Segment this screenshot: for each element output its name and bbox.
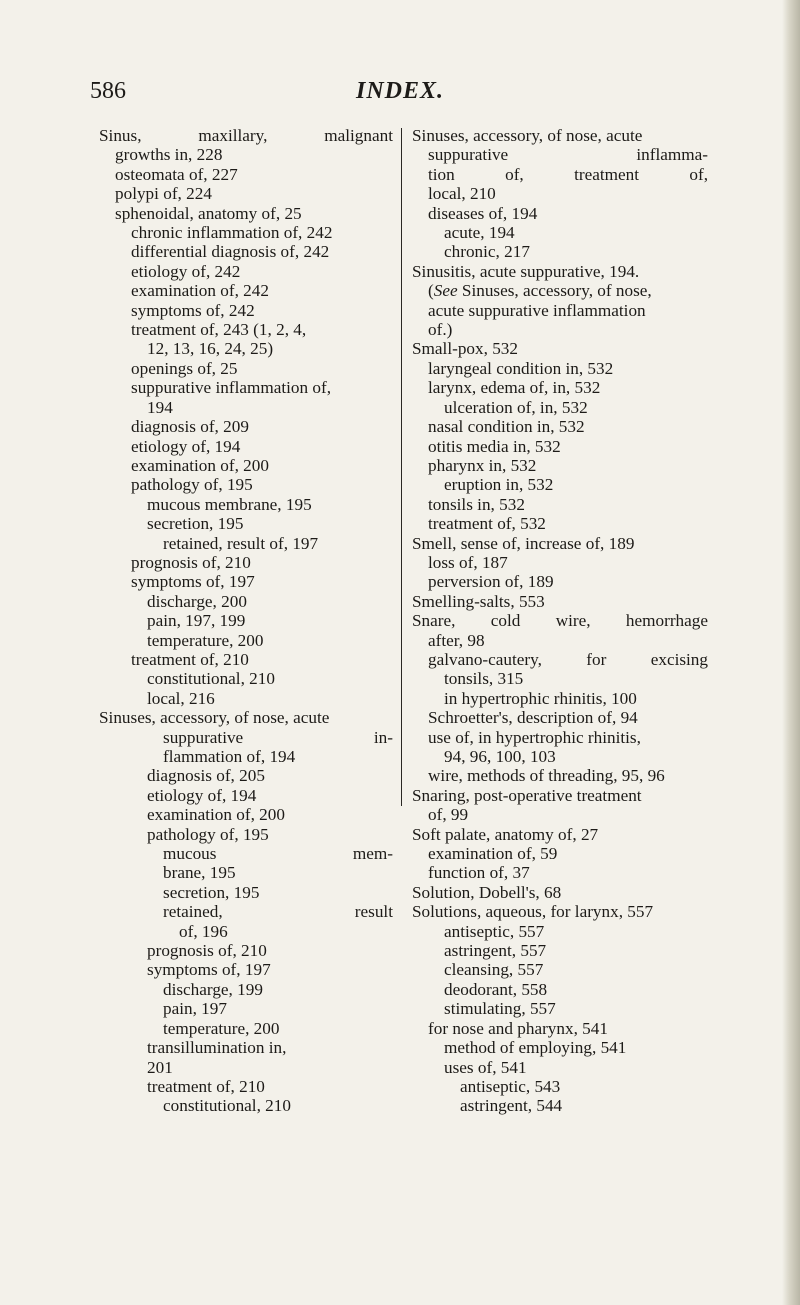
- index-entry: Sinus, maxillary, malignant: [99, 126, 393, 145]
- index-entry: astringent, 557: [444, 941, 547, 961]
- column-divider: [401, 128, 402, 806]
- index-entry: local, 216: [147, 688, 215, 708]
- index-entry: retained, result: [163, 902, 393, 922]
- page-edge-shadow: [782, 0, 800, 1305]
- index-entry: chronic inflammation of, 242: [131, 223, 333, 243]
- index-entry: cleansing, 557: [444, 960, 544, 980]
- index-entry: temperature, 200: [163, 1018, 280, 1038]
- index-entry: examination of, 200: [131, 455, 269, 475]
- index-entry: galvano-cautery, for excising: [428, 649, 708, 669]
- index-entry: pain, 197: [163, 999, 227, 1019]
- index-entry: 94, 96, 100, 103: [444, 747, 556, 766]
- running-title: INDEX.: [355, 78, 445, 104]
- index-entry: treatment of, 210: [147, 1076, 265, 1096]
- index-entry: Solutions, aqueous, for larynx, 557: [412, 902, 654, 922]
- index-entry: growths in, 228: [115, 145, 223, 165]
- index-entry: osteomata of, 227: [115, 164, 238, 184]
- index-entry: of, 99: [428, 805, 469, 825]
- index-entry: Small-pox, 532: [412, 339, 518, 359]
- index-entry: mucous mem-: [163, 844, 393, 864]
- index-entry: constitutional, 210: [163, 1096, 291, 1116]
- index-entry: method of employing, 541: [444, 1038, 627, 1058]
- index-entry: larynx, edema of, in, 532: [428, 378, 601, 398]
- index-entry: openings of, 25: [131, 358, 238, 378]
- index-entry: nasal condition in, 532: [428, 417, 585, 437]
- index-entry: diseases of, 194: [428, 203, 538, 223]
- index-entry: pathology of, 195: [147, 824, 269, 844]
- index-entry: otitis media in, 532: [428, 436, 561, 456]
- index-entry: 12, 13, 16, 24, 25): [147, 339, 274, 359]
- index-entry: examination of, 59: [428, 844, 558, 864]
- index-entry: pharynx in, 532: [428, 455, 537, 475]
- index-entry: suppurative inflammation of,: [131, 378, 331, 398]
- index-column-right: [412, 126, 708, 1116]
- index-entry: constitutional, 210: [147, 669, 275, 689]
- index-entry: Sinuses, accessory, of nose, acute: [99, 708, 330, 728]
- index-entry: 201: [147, 1057, 173, 1077]
- index-entry: discharge, 200: [147, 591, 247, 611]
- index-entry: 194: [147, 397, 173, 417]
- index-entry: Snaring, post-operative treatment: [412, 785, 642, 805]
- index-column-left: [99, 126, 393, 1116]
- index-entry: stimulating, 557: [444, 999, 556, 1019]
- index-entry: etiology of, 242: [131, 261, 241, 281]
- index-entry: polypi of, 224: [115, 184, 212, 204]
- index-entry: in hypertrophic rhinitis, 100: [444, 688, 637, 708]
- index-entry: Smell, sense of, increase of, 189: [412, 533, 635, 553]
- index-entry: use of, in hypertrophic rhinitis,: [428, 727, 641, 747]
- index-entry: antiseptic, 557: [444, 921, 545, 941]
- index-entry: sphenoidal, anatomy of, 25: [115, 203, 302, 223]
- index-entry: wire, methods of threading, 95, 96: [428, 766, 665, 786]
- index-entry: symptoms of, 197: [147, 960, 271, 980]
- index-entry: symptoms of, 197: [131, 572, 255, 592]
- index-entry: mucous membrane, 195: [147, 494, 312, 514]
- index-entry: brane, 195: [163, 863, 236, 883]
- index-entry: etiology of, 194: [131, 436, 241, 456]
- index-entry: laryngeal condition in, 532: [428, 358, 614, 378]
- page-header: [0, 78, 800, 108]
- index-entry: Sinusitis, acute suppurative, 194.: [412, 261, 640, 281]
- index-entry: tion of, treatment of,: [428, 164, 708, 184]
- index-entry: suppurative in-: [163, 727, 393, 747]
- index-entry: ulceration of, in, 532: [444, 397, 588, 417]
- index-entry: (See Sinuses, accessory, of nose,: [428, 281, 652, 301]
- index-entry: retained, result of, 197: [163, 533, 319, 553]
- index-entry: of.): [428, 320, 453, 340]
- index-entry: suppurative inflamma-: [428, 145, 708, 165]
- index-entry: flammation of, 194: [163, 747, 296, 766]
- index-entry: after, 98: [428, 630, 485, 650]
- index-entry: Smelling-salts, 553: [412, 591, 545, 611]
- index-entry: transillumination in,: [147, 1038, 287, 1058]
- index-entry: pathology of, 195: [131, 475, 253, 495]
- index-entry: examination of, 200: [147, 805, 285, 825]
- index-entry: for nose and pharynx, 541: [428, 1018, 608, 1038]
- index-entry: Sinuses, accessory, of nose, acute: [412, 126, 643, 145]
- index-entry: discharge, 199: [163, 979, 263, 999]
- index-entry: tonsils in, 532: [428, 494, 525, 514]
- index-entry: Soft palate, anatomy of, 27: [412, 824, 599, 844]
- index-entry: treatment of, 532: [428, 514, 546, 534]
- index-entry: uses of, 541: [444, 1057, 527, 1077]
- index-entry: examination of, 242: [131, 281, 269, 301]
- index-entry: treatment of, 243 (1, 2, 4,: [131, 320, 307, 340]
- index-entry: etiology of, 194: [147, 785, 257, 805]
- index-entry: eruption in, 532: [444, 475, 554, 495]
- page-number: 586: [90, 78, 126, 104]
- index-entry: acute suppurative inflammation: [428, 300, 646, 320]
- index-entry: differential diagnosis of, 242: [131, 242, 330, 262]
- index-entry: treatment of, 210: [131, 649, 249, 669]
- index-entry: pain, 197, 199: [147, 611, 246, 631]
- index-entry: Schroetter's, description of, 94: [428, 708, 638, 728]
- index-entry: secretion, 195: [163, 882, 260, 902]
- index-entry: perversion of, 189: [428, 572, 554, 592]
- index-entry: Solution, Dobell's, 68: [412, 882, 562, 902]
- index-entry: local, 210: [428, 184, 496, 204]
- index-entry: symptoms of, 242: [131, 300, 255, 320]
- index-entry: antiseptic, 543: [460, 1076, 561, 1096]
- index-entry: chronic, 217: [444, 242, 530, 262]
- index-entry: secretion, 195: [147, 514, 244, 534]
- index-entry: loss of, 187: [428, 552, 508, 572]
- index-entry: diagnosis of, 209: [131, 417, 249, 437]
- index-entry: deodorant, 558: [444, 979, 548, 999]
- index-entry: prognosis of, 210: [147, 941, 267, 961]
- index-entry: function of, 37: [428, 863, 530, 883]
- index-entry: astringent, 544: [460, 1096, 563, 1116]
- index-entry: tonsils, 315: [444, 669, 524, 689]
- index-entry: temperature, 200: [147, 630, 264, 650]
- index-entry: acute, 194: [444, 223, 515, 243]
- index-entry: of, 196: [179, 921, 228, 941]
- index-entry: diagnosis of, 205: [147, 766, 265, 786]
- index-entry: prognosis of, 210: [131, 552, 251, 572]
- index-entry: Snare, cold wire, hemorrhage: [412, 611, 708, 631]
